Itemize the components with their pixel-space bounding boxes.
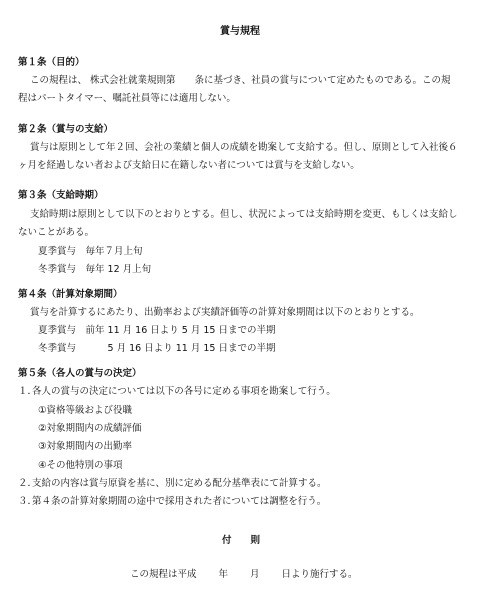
article-4-heading: 第４条（計算対象期間） bbox=[18, 289, 123, 300]
article-3-line-1: 支給時期は原則として以下のとおりとする。但し、状況によっては支給時期を変更、もしくは支給し bbox=[30, 209, 458, 220]
item-text: 第４条の計算対象期間の途中で採用された者については調整を行う。 bbox=[32, 496, 327, 507]
item-number: ２． bbox=[18, 478, 38, 489]
article-3-line-2: ないことがある。 bbox=[18, 227, 95, 238]
item-text: 支給の内容は賞与原資を基に、別に定める配分基準表にて計算する。 bbox=[32, 478, 327, 489]
article-2-line-2: ヶ月を経過しない者および支給日に在籍しない者については賞与を支給しない。 bbox=[18, 160, 360, 171]
item-text: 各人の賞与の決定については以下の各号に定める事項を勘案して行う。 bbox=[32, 386, 336, 397]
article-5-item-3 bbox=[18, 497, 326, 507]
period-winter: 冬季賞与 5 月 16 日より 11 月 15 日までの半期 bbox=[38, 343, 276, 354]
article-2-heading: 第２条（賞与の支給） bbox=[18, 124, 114, 135]
supplementary-heading: 付 則 bbox=[222, 535, 261, 546]
article-2-line-1: 賞与は原則として年２回、会社の業績と個人の成績を勘案して支給する。但し、原則として入社後６ bbox=[30, 142, 458, 153]
item-number: １． bbox=[18, 386, 38, 397]
article-1-heading: 第１条（目的） bbox=[18, 57, 85, 68]
document-title: 賞与規程 bbox=[220, 26, 260, 37]
article-4-line-1: 賞与を計算するにあたり、出勤率および実績評価等の計算対象期間は以下のとおりとする。 bbox=[30, 307, 420, 318]
article-5-item-2 bbox=[18, 479, 327, 489]
supplementary-text: この規程は平成 年 月 日より施行する。 bbox=[130, 569, 358, 580]
period-summer: 夏季賞与 前年 11 月 16 日より 5 月 15 日までの半期 bbox=[38, 325, 276, 336]
article-1-line-2: 程はパートタイマー、嘱託社員等には適用しない。 bbox=[18, 93, 236, 104]
subitem-4: ④その他特別の事項 bbox=[38, 460, 123, 471]
article-5-heading: 第５条（各人の賞与の決定） bbox=[18, 368, 142, 379]
subitem-2: ②対象期間内の成績評価 bbox=[38, 423, 142, 434]
article-1-line-1: この規程は、 株式会社就業規則第 条に基づき、社員の賞与について定めたものである。この規 bbox=[30, 75, 451, 86]
subitem-1: ①資格等級および役職 bbox=[38, 405, 133, 416]
schedule-summer: 夏季賞与 毎年７月上旬 bbox=[38, 246, 143, 257]
subitem-3: ③対象期間内の出勤率 bbox=[38, 441, 133, 452]
article-3-heading: 第３条（支給時期） bbox=[18, 190, 104, 201]
article-5-item-1 bbox=[18, 387, 336, 397]
item-number: ３． bbox=[18, 496, 38, 507]
schedule-winter: 冬季賞与 毎年 12 月上旬 bbox=[38, 264, 152, 275]
